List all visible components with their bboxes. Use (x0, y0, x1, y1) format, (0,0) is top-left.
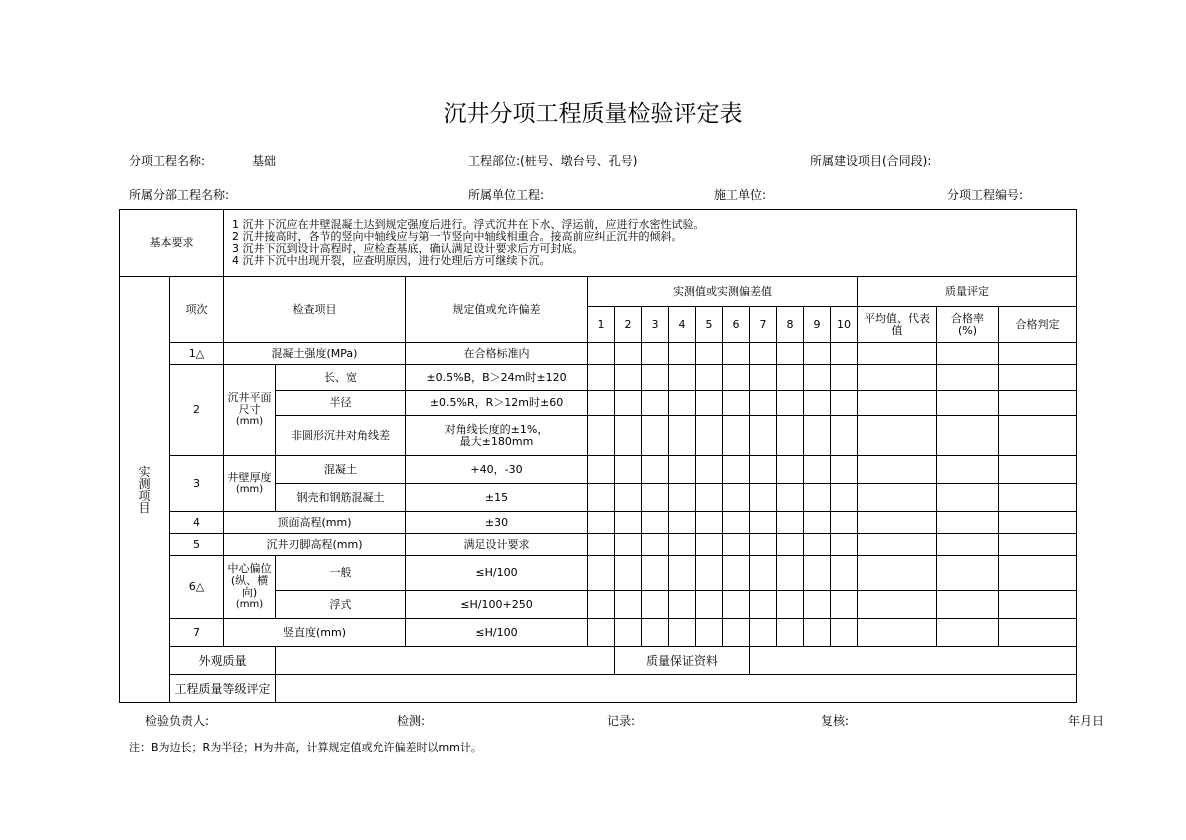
basic-requirements-label: 基本要求 (120, 210, 224, 277)
table-row: 半径 ±0.5%R，R＞12m时±60 (120, 391, 1077, 416)
col-measured: 实测值或实测偏差值 (588, 277, 858, 307)
table-row: 6△ 中心偏位 (纵、横向) (mm) 一般 ≤H/100 (120, 556, 1077, 591)
grade-value (276, 675, 1077, 703)
table-row: 1△ 混凝土强度(MPa) 在合格标准内 (120, 343, 1077, 365)
page-title: 沉井分项工程质量检验评定表 (443, 101, 743, 127)
table-row: 非圆形沉井对角线差 对角线长度的±1%， 最大±180mm (120, 416, 1077, 456)
table-row: 钢壳和钢筋混凝土 ±15 (120, 484, 1077, 512)
col-quality: 质量评定 (858, 277, 1077, 307)
measured-col-num: 4 (669, 307, 696, 343)
col-tolerance: 规定值或允许偏差 (406, 277, 588, 343)
measured-col-num: 8 (777, 307, 804, 343)
table-row: 浮式 ≤H/100+250 (120, 591, 1077, 619)
contractor-label: 施工单位: (714, 188, 767, 202)
row-item: 中心偏位 (纵、横向) (mm) (224, 556, 276, 619)
col-item-no: 项次 (170, 277, 224, 343)
measured-col-num: 3 (642, 307, 669, 343)
row-item: 井壁厚度 (mm) (224, 456, 276, 512)
row-item: 沉井平面尺寸 (mm) (224, 365, 276, 456)
col-pass-rate: 合格率 (%) (937, 307, 999, 343)
tester-label: 检测: (397, 714, 426, 728)
measured-col-num: 10 (831, 307, 858, 343)
col-judgement: 合格判定 (999, 307, 1077, 343)
table-row: 3 井壁厚度 (mm) 混凝土 +40，-30 (120, 456, 1077, 484)
measured-col-num: 7 (750, 307, 777, 343)
reviewer-label: 复核: (821, 714, 850, 728)
assurance-label: 质量保证资料 (615, 647, 750, 675)
date-label: 年月日 (1068, 714, 1105, 728)
grade-label: 工程质量等级评定 (170, 675, 276, 703)
item-number-label: 分项工程编号: (947, 188, 1024, 202)
division-label: 所属分部工程名称: (129, 188, 230, 202)
table-row: 2 沉井平面尺寸 (mm) 长、宽 ±0.5%B，B＞24m时±120 (120, 365, 1077, 391)
grade-row (120, 675, 1077, 703)
measured-col-num: 2 (615, 307, 642, 343)
unit-project-label: 所属单位工程: (468, 188, 545, 202)
table-row: 7 竖直度(mm) ≤H/100 (120, 619, 1077, 647)
measured-items-label: 实 测 项 目 (120, 277, 170, 703)
requirement-line: 4 沉井下沉中出现开裂，应查明原因，进行处理后方可继续下沉。 (232, 254, 551, 267)
basic-requirements-text (224, 210, 1077, 277)
contract-label: 所属建设项目(合同段): (810, 154, 932, 168)
appearance-label: 外观质量 (170, 647, 276, 675)
assurance-value (750, 647, 1077, 675)
project-name-label: 分项工程名称: (129, 154, 206, 168)
col-check-item: 检查项目 (224, 277, 406, 343)
table-row: 4 顶面高程(mm) ±30 (120, 512, 1077, 534)
project-name-value: 基础 (252, 154, 277, 168)
measured-col-num: 9 (804, 307, 831, 343)
col-average: 平均值、代表值 (858, 307, 937, 343)
inspection-table (119, 209, 1077, 703)
footnote: 注：B为边长；R为半径；H为井高，计算规定值或允许偏差时以mm计。 (129, 741, 482, 754)
requirement-line: 1 沉井下沉应在井壁混凝土达到规定强度后进行。浮式沉井在下水、浮运前，应进行水密性试验。 (232, 218, 705, 231)
appearance-value (276, 647, 615, 675)
table-row: 5 沉井刃脚高程(mm) 满足设计要求 (120, 534, 1077, 556)
requirement-line: 3 沉井下沉到设计高程时，应检查基底，确认满足设计要求后方可封底。 (232, 242, 584, 255)
measured-col-num: 5 (696, 307, 723, 343)
measured-col-num: 1 (588, 307, 615, 343)
measured-col-num: 6 (723, 307, 750, 343)
requirement-line: 2 沉井接高时，各节的竖向中轴线应与第一节竖向中轴线相重合。接高前应纠正沉井的倾斜。 (232, 230, 683, 243)
appearance-row (120, 647, 1077, 675)
recorder-label: 记录: (607, 714, 636, 728)
inspector-label: 检验负责人: (145, 714, 210, 728)
location-label: 工程部位:(桩号、墩台号、孔号) (468, 154, 638, 168)
